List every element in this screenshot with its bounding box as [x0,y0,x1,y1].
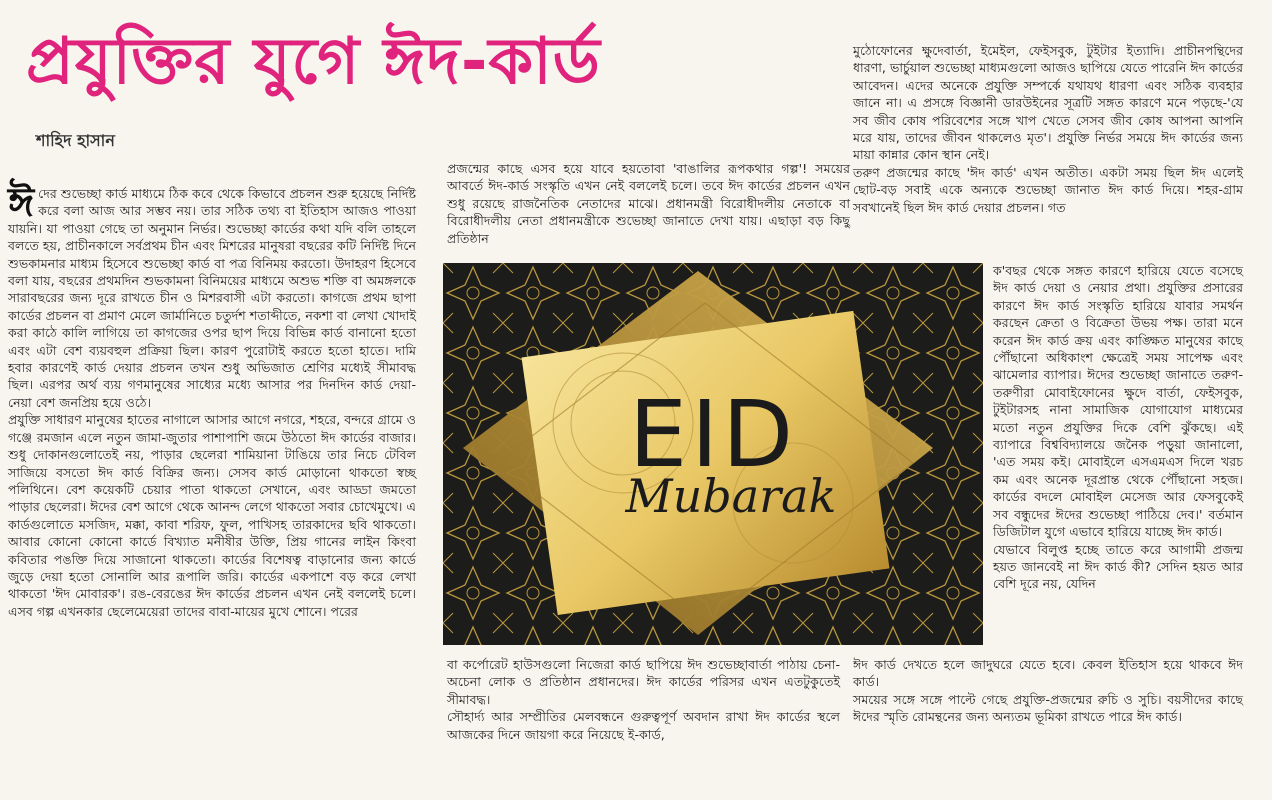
paragraph: তরুণ প্রজন্মের কাছে 'ঈদ কার্ড' এখন অতীত। একটা সময় ছিল ঈদ এলেই ছোট-বড় সবাই একে অন্যকে শুভেচ্ছা জানাত ঈদ কার্ড দিয়ে। শহর-গ্রাম সবখানেই ছিল ঈদ কার্ড দেয়ার প্রচলন। গত [853,164,1243,215]
paragraph: প্রজন্মের কাছে এসব হয়ে যাবে হয়তোবা 'বাঙালির রূপকথার গল্প'! সময়ের আবর্তে ঈদ-কার্ড সংস্কৃতি এখন নেই বললেই চলে। তবে ঈদ কার্ডের প্রচলন এখন শুধু রয়েছে রাজনৈতিক নেতাদের মাঝে। প্রধানমন্ত্রী বিরোধীদলীয় নেতাকে বা বিরোধীদলীয় নেতা প্রধানমন্ত্রীকে শুভেচ্ছা জানাতে দেখা যায়। এছাড়া বড় কিছু প্রতিষ্ঠান [447,161,850,246]
eid-card-illustration [443,263,983,645]
mubarak-word: Mubarak [625,469,837,523]
article-column-2-bottom [447,656,840,743]
paragraph: প্রযুক্তি সাধারণ মানুষের হাতের নাগালে আসার আগে নগরে, শহরে, বন্দরে গ্রামে ও গঞ্জে রমজান এলে নতুন জামা-জুতার পাশাপাশি জমে উঠতো ঈদ কার্ডের বাজার। শুধু দোকানগুলোতেই নয়, পাড়ার ছেলেরা শামিয়ানা টাঙিয়ে তার নিচে টেবিল সাজিয়ে বসতো ঈদ কার্ড বিক্রির জন্য। সেসব কার্ড মোড়ানো থাকতো স্বচ্ছ পলিথিনে। বেশ কয়েকটি চেয়ার পাতা থাকতো সেখানে, এবং আড্ডা জমতো পাড়ার ছেলেরা। ঈদের বেশ আগে থেকে আনন্দ লেগে থাকতো সবার চোখেমুখে। এ কার্ডগুলোতে মসজিদ, মক্কা, কাবা শরিফ, ফুল, পাখিসহ তারকাদের ছবি থাকতো। আবার কোনো কোনো কার্ডে বিখ্যাত মনীষীর উক্তি, প্রিয় গানের লাইন কিংবা কবিতার পঙক্তি দিয়ে সাজানো থাকতো। কার্ডের বিশেষত্ব বাড়ানোর জন্য কার্ডে জুড়ে দেয়া হতো সোনালি আর রূপালি জরি। কার্ডের একপাশে বড় করে লেখা থাকতো 'ঈদ মোবারক'। রঙ-বেরঙের ঈদ কার্ডের প্রচলন এখন নেই বললেই চলে। এসব গল্প এখনকার ছেলেমেয়েরা তাদের বাবা-মায়ের মুখে শোনে। পরের [8,412,416,619]
article-byline: শাহিদ হাসান [36,131,115,150]
paragraph-text: দের শুভেচ্ছা কার্ড মাধ্যমে ঠিক কবে থেকে কিভাবে প্রচলন শুরু হয়েছে নির্দিষ্ট করে বলা আজ আর সম্ভব নয়। তার সঠিক তথ্য বা ইতিহাস আজও পাওয়া যায়নি। যা পাওয়া গেছে তা অনুমান নির্ভর। শুভেচ্ছা কার্ডের কথা যদি বলি তাহলে বলতে হয়, প্রাচীনকালে সর্বপ্রথম চীন এবং মিশরের মানুষরা বছরের কটি নির্দিষ্ট দিনে শুভকামনার মাধ্যম হিসেবে শুভেচ্ছা কার্ড বা পত্র বিনিময় করতো। উদাহরণ হিসেবে বলা যায়, বছরের প্রথমদিন শুভকামনা বিনিময়ের মাধ্যমে অশুভ শক্তি বা অমঙ্গলকে সারাবছরের জন্য দূরে রাখতে চীন ও মিশরবাসী এটা করতো। কাগজে প্রথম ছাপা কার্ডের প্রচলন বা প্রমাণ মেলে জার্মানিতে চতুর্দশ শতাব্দীতে, নকশা বা লেখা খোদাই করা কাঠে কালি লাগিয়ে তা কাগজের ওপর ছাপ দিয়ে বিভিন্ন কার্ড বানানো হতো এবং এটা বেশ ব্যয়বহুল প্রক্রিয়া ছিল। কারণ পুরোটাই করতে হতো হাতে। দামি হবার কারণেই কার্ড দেয়ার প্রচলন তখন শুধু অভিজাত শ্রেণির মধ্যেই সীমাবদ্ধ ছিল। এরপর অর্থ ব্যয় গণমানুষের সাধ্যের মধ্যে আসার পর দিনদিন কার্ড দেয়া- নেয়া বেশ জনপ্রিয় হয়ে ওঠে। [8,186,416,410]
paragraph: সময়ের সঙ্গে সঙ্গে পাল্টে গেছে প্রযুক্তি-প্রজন্মের রুচি ও সুচি। বয়সীদের কাছে ঈদের স্মৃতি রোমন্থনের জন্য অন্যতম ভূমিকা রাখতে পারে ঈদ কার্ড। [853,691,1243,725]
article-headline: প্রযুক্তির যুগে ঈদ-কার্ড [26,25,601,99]
article-column-3-side [993,262,1243,593]
dropcap: ঈ [8,180,35,226]
article-column-3-bottom [853,656,1243,726]
paragraph: ক'বছর থেকে সঙ্গত কারণে হারিয়ে যেতে বসেছে ঈদ কার্ড দেয়া ও নেয়ার প্রথা। প্রযুক্তির প্রসারের কারণে ঈদ কার্ড সংস্কৃতি হারিয়ে যাবার সমর্থন করছেন ক্রেতা ও বিক্রেতা উভয় পক্ষ। তারা মনে করেন ঈদ কার্ড ক্রয় এবং কাঙ্ক্ষিত মানুষের কাছে পৌঁছানো অধিকাংশ ক্ষেত্রেই সময় সাপেক্ষ এবং ঝামেলার ব্যাপার। ঈদের শুভেচ্ছা জানাতে তরুণ-তরুণীরা মোবাইফোনের ক্ষুদে বার্তা, ফেইসবুক, টুইটারসহ নানা সামাজিক যোগাযোগ মাধ্যমের মতো নতুন প্রযুক্তির দিকে বেশি ঝুঁকছে। এই ব্যাপারে বিশ্ববিদ্যালয়ে জনৈক পড়ুয়া জানালো, 'এত সময় কই। মোবাইলে এসএমএস দিলে খরচ কম এবং অনেক দূরপ্রান্ত থেকে পৌঁছানো সহজ। কার্ডের বদলে মোবাইল মেসেজ আর ফেসবুকেই সব বন্ধুদের ঈদের শুভেচ্ছা পাঠিয়ে দেব।' বর্তমান ডিজিটাল যুগে এভাবে হারিয়ে যাচ্ছে ঈদ কার্ড। [993,263,1243,540]
article-column-3-top [853,42,1243,216]
paragraph: যেভাবে বিলুপ্ত হচ্ছে তাতে করে আগামী প্রজন্ম হয়ত জানবেই না ঈদ কার্ড কী? সেদিন হয়ত আর বেশি দূরে নয়, যেদিন [993,541,1243,592]
eid-mubarak-image [443,263,983,645]
eid-word: EID [628,381,798,488]
paragraph: সৌহার্দ্য আর সম্প্রীতির মেলবন্ধনে গুরুত্বপূর্ণ অবদান রাখা ঈদ কার্ডের স্থলে আজকের দিনে জায়গা করে নিয়েছে ই-কার্ড, [447,709,840,742]
article-column-2-top [447,160,850,247]
paragraph: বা কর্পোরেট হাউসগুলো নিজেরা কার্ড ছাপিয়ে ঈদ শুভেচ্ছাবার্তা পাঠায় চেনা-অচেনা লোক ও প্রতিষ্ঠান প্রধানদের। ঈদ কার্ডের পরিসর এখন এতটুকুতেই সীমাবদ্ধ। [447,657,840,707]
paragraph [8,180,416,411]
paragraph: ঈদ কার্ড দেখতে হলে জাদুঘরে যেতে হবে। কেবল ইতিহাস হয়ে থাকবে ঈদ কার্ড। [853,657,1243,690]
paragraph: মুঠোফোনের ক্ষুদেবার্তা, ইমেইল, ফেইসবুক, টুইটার ইত্যাদি। প্রাচীনপন্থিদের ধারণা, ভার্চুয়াল শুভেচ্ছা মাধ্যমগুলো আজও ছাপিয়ে যেতে পারেনি ঈদ কার্ডের আবেদন। এদের অনেকে প্রযুক্তি সম্পর্কে যথাযথ ধারণা এবং সঠিক ব্যবহার জানে না। এ প্রসঙ্গে বিজ্ঞানী ডারউইনের সূত্রটি সঙ্গত কারণে মনে পড়ছে-'যে সব জীব কোষ পরিবেশের সঙ্গে খাপ খেতে সেসব জীব কোষ আপনা আপনি মরে যায়, তাদের জীবন থাকলেও মৃত'। প্রযুক্তি নির্ভর সময়ে ঈদ কার্ডের জন্য মায়া কান্নার কোন স্থান নেই। [853,43,1243,163]
article-column-1 [8,180,416,620]
